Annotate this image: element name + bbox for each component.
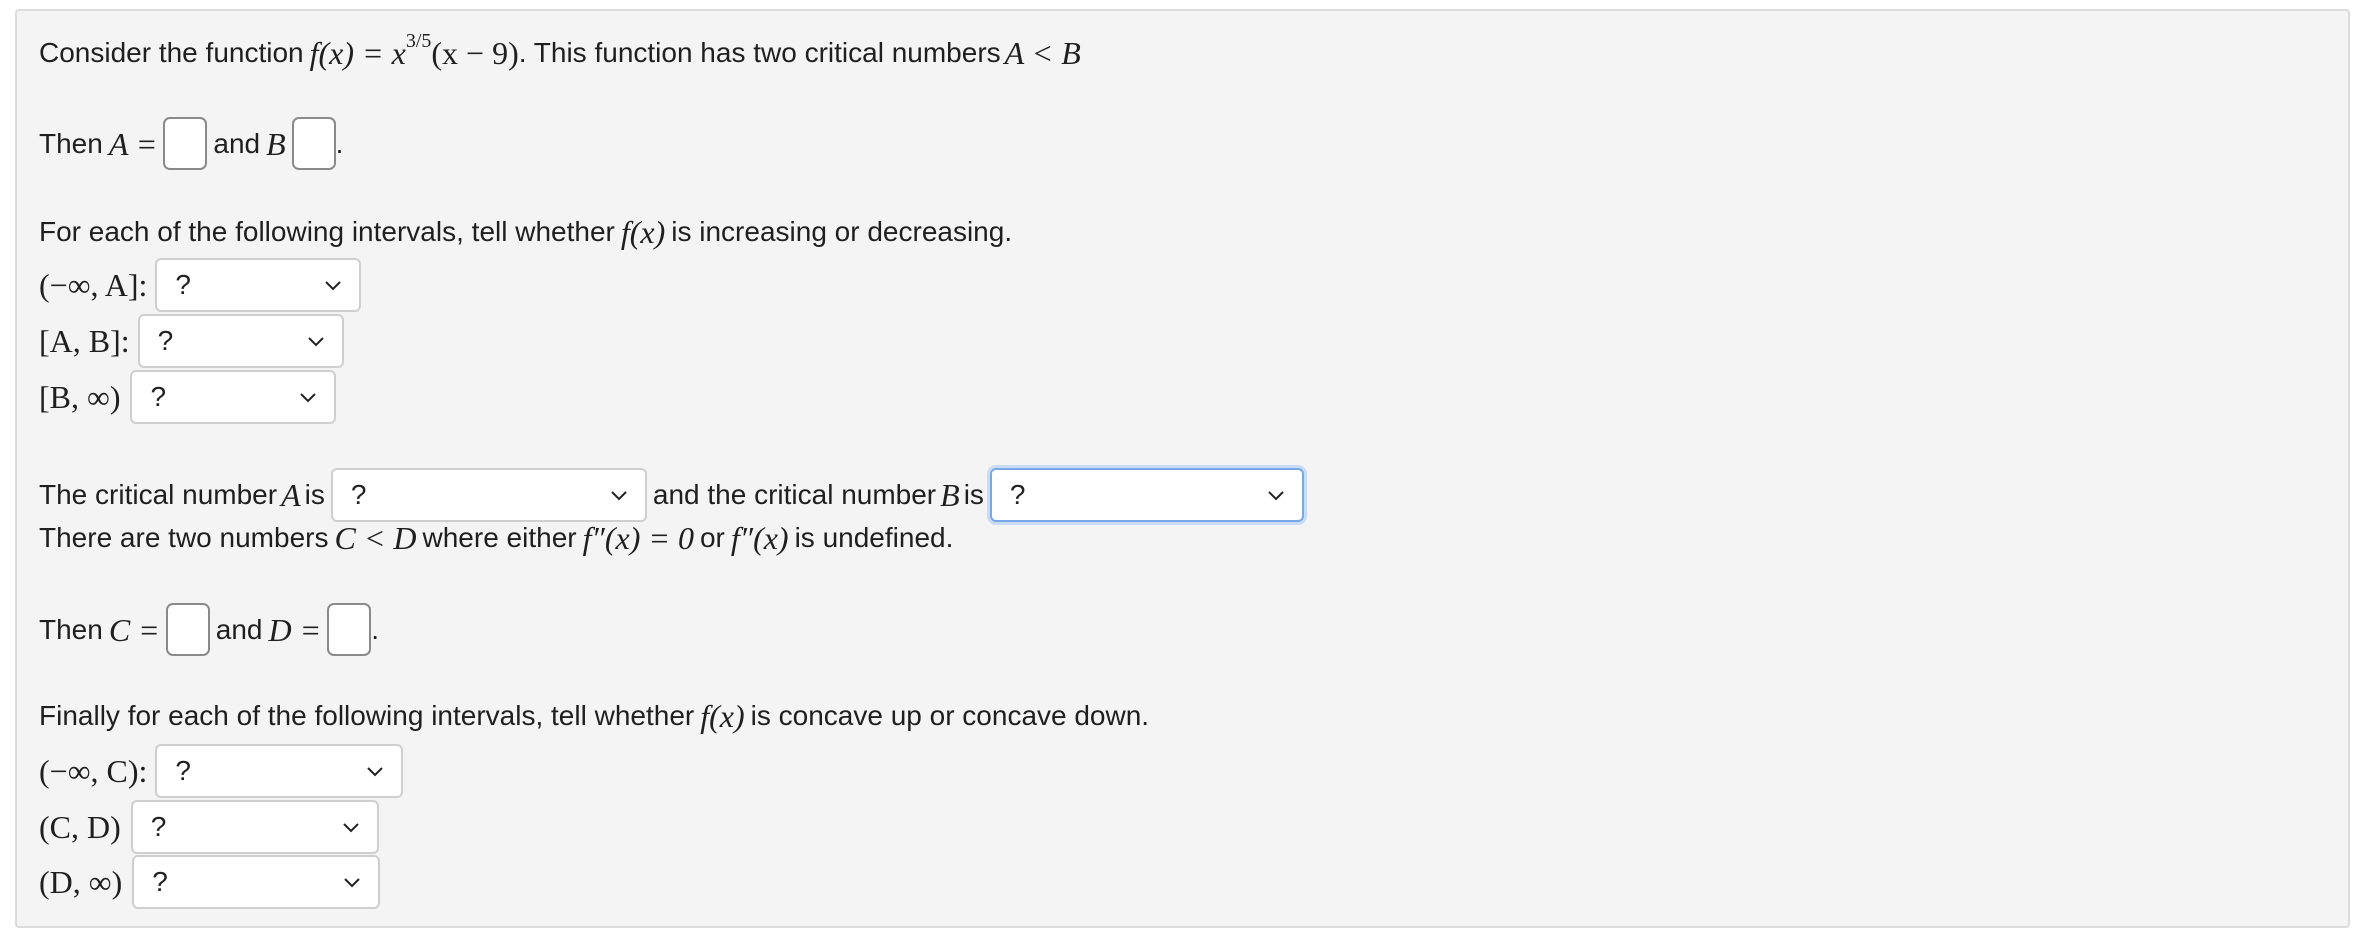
a-label: A: [281, 477, 301, 513]
cd-order: C < D: [334, 520, 417, 556]
classify-mid-text: and the critical number: [652, 479, 937, 510]
select-value: ?: [1009, 479, 1026, 510]
monotonic-prompt: [39, 212, 1012, 252]
d-answer-box[interactable]: [327, 603, 371, 656]
monotonic-prompt-suffix: is increasing or decreasing.: [671, 216, 1013, 247]
select-value: ?: [152, 866, 168, 897]
fx-label: f(x): [620, 214, 666, 250]
chevron-down-icon: [607, 483, 631, 507]
chevron-down-icon: [321, 273, 345, 297]
critical-b-type-select[interactable]: [990, 468, 1304, 522]
b-label: B: [940, 477, 960, 513]
period: .: [371, 613, 379, 645]
critical-a-type-select[interactable]: [331, 468, 647, 522]
then-label: Then: [39, 127, 103, 159]
critical-numbers-line: [39, 117, 343, 170]
monotonic-prompt-text: For each of the following intervals, tell whether: [39, 216, 615, 247]
a-answer-box[interactable]: [163, 117, 207, 170]
fx-label: f(x): [700, 698, 745, 734]
classification-line: [39, 468, 1304, 522]
concavity-row-2: [39, 800, 379, 854]
select-value: ?: [150, 381, 167, 412]
concavity-prompt-text: Finally for each of the following intervals, tell whether: [39, 700, 695, 731]
second-derivative-zero: f″(x) = 0: [582, 520, 694, 556]
inflection-statement: [39, 518, 953, 558]
b-answer-box[interactable]: [292, 117, 336, 170]
d-equals-label: D =: [268, 611, 322, 648]
interval-row-1: [39, 258, 361, 312]
select-value: ?: [175, 755, 191, 786]
cd-line: [39, 603, 379, 656]
concavity-row-1: [39, 744, 403, 798]
interval-label: [A, B]:: [39, 323, 130, 359]
chevron-down-icon: [1264, 483, 1288, 507]
classify-text: The critical number: [39, 479, 278, 510]
concavity-select-3[interactable]: [132, 855, 380, 909]
concavity-prompt-suffix: is concave up or concave down.: [750, 700, 1150, 731]
increasing-decreasing-select-3[interactable]: [130, 370, 336, 424]
is-label: is: [963, 479, 984, 510]
chevron-down-icon: [304, 329, 328, 353]
then-label: Then: [39, 613, 103, 645]
inflect-suffix: is undefined.: [794, 522, 954, 553]
select-value: ?: [350, 479, 367, 510]
b-label: B: [266, 125, 286, 162]
interval-label: (−∞, A]:: [39, 267, 148, 303]
a-equals-label: A =: [108, 125, 158, 162]
inflect-text: There are two numbers: [39, 522, 329, 553]
c-equals-label: C =: [108, 611, 160, 648]
second-derivative: f″(x): [730, 520, 789, 556]
function-exponent: 3/5: [405, 30, 432, 52]
function-expression: f(x) = x: [309, 35, 406, 71]
period: .: [335, 127, 344, 159]
concavity-row-3: [39, 855, 380, 909]
and-label: and: [213, 127, 261, 159]
interval-label: [B, ∞): [39, 379, 121, 415]
increasing-decreasing-select-2[interactable]: [138, 314, 344, 368]
interval-row-2: [39, 314, 344, 368]
intro-text: Consider the function: [39, 37, 304, 68]
and-label: and: [215, 613, 263, 645]
select-value: ?: [150, 811, 167, 842]
chevron-down-icon: [296, 385, 320, 409]
concavity-select-2[interactable]: [131, 800, 379, 854]
select-value: ?: [157, 325, 174, 356]
problem-statement: [39, 30, 1081, 73]
function-factor: (x − 9): [431, 35, 519, 71]
intro-suffix: . This function has two critical numbers: [518, 37, 1001, 68]
interval-label: (−∞, C):: [39, 753, 148, 789]
concavity-select-1[interactable]: [155, 744, 403, 798]
inflect-mid: where either: [422, 522, 577, 553]
interval-label: (C, D): [39, 809, 121, 845]
select-value: ?: [175, 269, 191, 300]
chevron-down-icon: [363, 759, 387, 783]
interval-label: (D, ∞): [39, 864, 123, 900]
or-label: or: [699, 522, 725, 553]
critical-order: A < B: [1004, 35, 1081, 71]
c-answer-box[interactable]: [166, 603, 210, 656]
chevron-down-icon: [339, 815, 363, 839]
interval-row-3: [39, 370, 336, 424]
chevron-down-icon: [340, 870, 364, 894]
increasing-decreasing-select-1[interactable]: [155, 258, 361, 312]
concavity-prompt: [39, 696, 1149, 736]
is-label: is: [304, 479, 325, 510]
